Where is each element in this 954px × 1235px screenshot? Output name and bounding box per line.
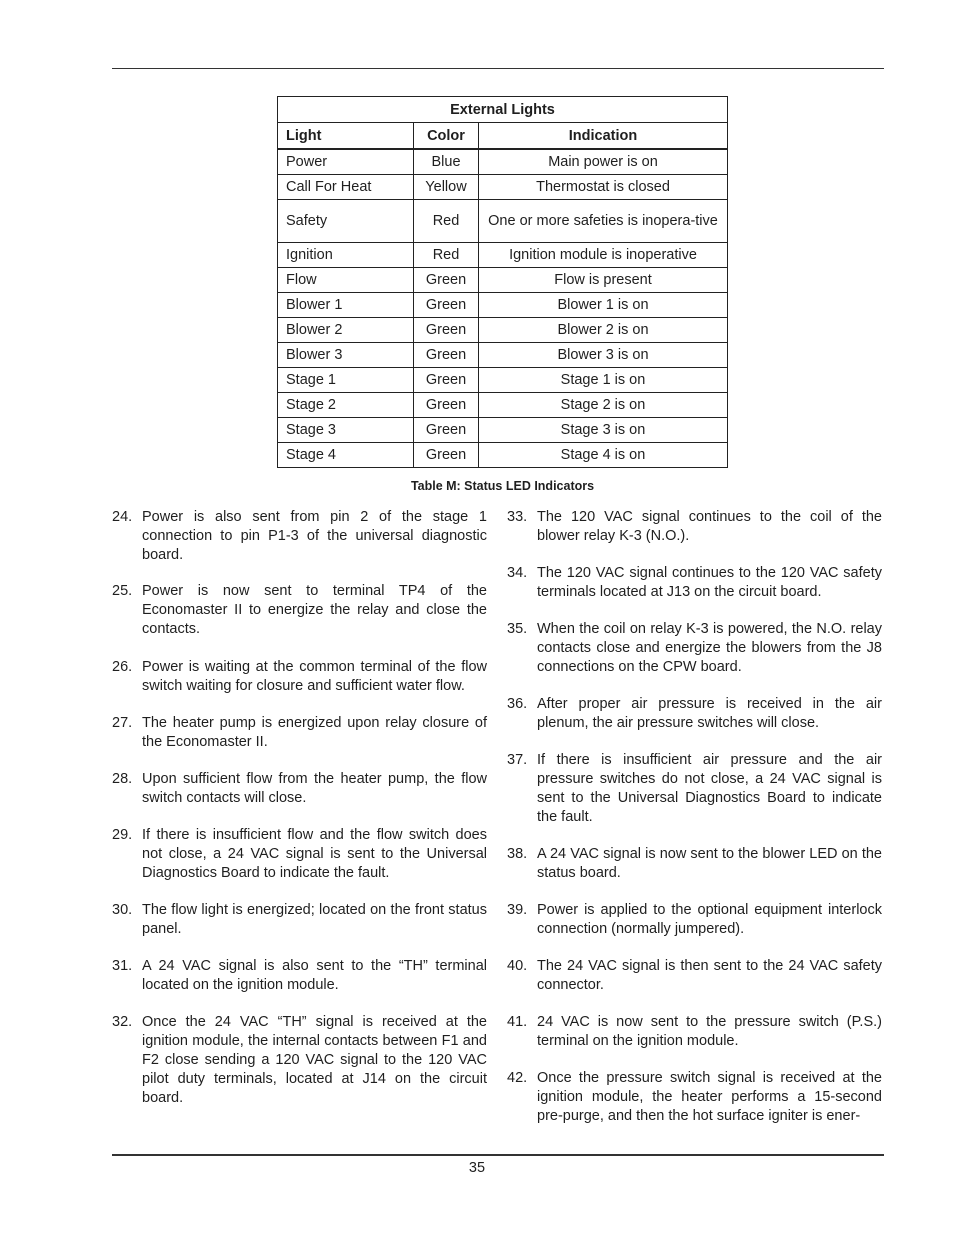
cell-indication: Stage 3 is on <box>479 418 728 443</box>
cell-light: Stage 1 <box>278 368 414 393</box>
cell-indication: Stage 2 is on <box>479 393 728 418</box>
item-number: 25. <box>112 583 133 599</box>
item-text: Once the 24 VAC “TH” signal is received at the ignition module, the internal contacts between F1 and F2 close sending a 120 VAC signal to the 120 VAC pilot duty terminals, located at J14 on the circuit board. <box>142 1014 487 1106</box>
list-item <box>507 508 882 546</box>
list-item <box>507 564 882 602</box>
cell-color: Green <box>414 393 479 418</box>
list-item <box>507 751 882 827</box>
cell-color: Red <box>414 200 479 243</box>
list-item <box>112 1013 487 1108</box>
table-row <box>278 175 728 200</box>
footer-rule <box>112 1154 884 1156</box>
table-row <box>278 343 728 368</box>
table-caption: Table M: Status LED Indicators <box>410 479 595 493</box>
item-number: 26. <box>112 659 133 675</box>
list-item <box>112 770 487 808</box>
left-column <box>112 508 487 1108</box>
item-text: A 24 VAC signal is also sent to the “TH” terminal located on the ignition module. <box>142 958 487 993</box>
table-row <box>278 200 728 243</box>
cell-indication: Blower 2 is on <box>479 318 728 343</box>
cell-indication: Blower 3 is on <box>479 343 728 368</box>
list-item <box>507 845 882 883</box>
list-item <box>507 620 882 677</box>
header-light: Light <box>278 123 414 150</box>
cell-indication: Thermostat is closed <box>479 175 728 200</box>
table-row <box>278 268 728 293</box>
table-row <box>278 418 728 443</box>
table-row <box>278 149 728 175</box>
list-item <box>112 901 487 939</box>
table-title: External Lights <box>278 97 728 123</box>
list-item <box>507 1069 882 1126</box>
cell-light: Flow <box>278 268 414 293</box>
item-text: Power is waiting at the common terminal of the flow switch waiting for closure and sufficient water flow. <box>142 659 487 694</box>
list-item <box>112 582 487 639</box>
item-number: 37. <box>507 752 528 768</box>
cell-indication: Blower 1 is on <box>479 293 728 318</box>
cell-color: Blue <box>414 149 479 175</box>
item-number: 35. <box>507 621 528 637</box>
list-item <box>112 508 487 565</box>
list-item <box>112 714 487 752</box>
list-item <box>112 826 487 883</box>
list-item <box>112 658 487 696</box>
cell-light: Stage 3 <box>278 418 414 443</box>
cell-color: Green <box>414 368 479 393</box>
item-text: After proper air pressure is received in the air plenum, the air pressure switches will close. <box>537 696 882 731</box>
table-row <box>278 293 728 318</box>
item-number: 34. <box>507 565 528 581</box>
item-text: The flow light is energized; located on the front status panel. <box>142 902 487 937</box>
cell-color: Red <box>414 243 479 268</box>
cell-indication: Flow is present <box>479 268 728 293</box>
cell-indication: Stage 4 is on <box>479 443 728 468</box>
item-text: Power is also sent from pin 2 of the stage 1 connection to pin P1-3 of the universal diagnostic board. <box>142 509 487 563</box>
cell-color: Green <box>414 318 479 343</box>
item-number: 41. <box>507 1014 528 1030</box>
cell-indication: One or more safeties is inopera-tive <box>479 200 728 243</box>
cell-light: Ignition <box>278 243 414 268</box>
item-number: 39. <box>507 902 528 918</box>
cell-light: Call For Heat <box>278 175 414 200</box>
list-item <box>112 957 487 995</box>
cell-light: Blower 3 <box>278 343 414 368</box>
item-number: 30. <box>112 902 133 918</box>
item-number: 38. <box>507 846 528 862</box>
item-text: Power is now sent to terminal TP4 of the Economaster II to energize the relay and close the contacts. <box>142 583 487 637</box>
list-item <box>507 957 882 995</box>
item-number: 27. <box>112 715 133 731</box>
item-text: If there is insufficient flow and the flow switch does not close, a 24 VAC signal is sent to the Universal Diagnostics Board to indicate the fault. <box>142 827 487 881</box>
external-lights-table <box>277 96 728 468</box>
item-text: The 24 VAC signal is then sent to the 24 VAC safety connector. <box>537 958 882 993</box>
item-text: If there is insufficient air pressure and the air pressure switches do not close, a 24 VAC signal is sent to the Universal Diagnostics Board to indicate the fault. <box>537 752 882 825</box>
item-number: 40. <box>507 958 528 974</box>
item-text: A 24 VAC signal is now sent to the blower LED on the status board. <box>537 846 882 881</box>
cell-color: Green <box>414 268 479 293</box>
item-text: Upon sufficient flow from the heater pump, the flow switch contacts will close. <box>142 771 487 806</box>
table-row <box>278 443 728 468</box>
header-indication: Indication <box>479 123 728 150</box>
cell-indication: Main power is on <box>479 149 728 175</box>
table-row <box>278 243 728 268</box>
item-text: The heater pump is energized upon relay closure of the Economaster II. <box>142 715 487 750</box>
header-color: Color <box>414 123 479 150</box>
header-rule <box>112 68 884 69</box>
right-column <box>507 508 882 1126</box>
item-number: 42. <box>507 1070 528 1086</box>
cell-light: Blower 2 <box>278 318 414 343</box>
item-text: Power is applied to the optional equipment interlock connection (normally jumpered). <box>537 902 882 937</box>
item-text: The 120 VAC signal continues to the coil of the blower relay K-3 (N.O.). <box>537 509 882 544</box>
cell-indication: Stage 1 is on <box>479 368 728 393</box>
cell-light: Blower 1 <box>278 293 414 318</box>
item-text: Once the pressure switch signal is received at the ignition module, the heater performs a 15-second pre-purge, and then the hot surface igniter is ener- <box>537 1070 882 1124</box>
list-item <box>507 1013 882 1051</box>
item-number: 24. <box>112 509 133 525</box>
cell-indication: Ignition module is inoperative <box>479 243 728 268</box>
item-number: 31. <box>112 958 133 974</box>
item-text: 24 VAC is now sent to the pressure switch (P.S.) terminal on the ignition module. <box>537 1014 882 1049</box>
cell-color: Green <box>414 443 479 468</box>
table-row <box>278 393 728 418</box>
cell-color: Green <box>414 293 479 318</box>
cell-light: Power <box>278 149 414 175</box>
item-text: The 120 VAC signal continues to the 120 VAC safety terminals located at J13 on the circuit board. <box>537 565 882 600</box>
cell-light: Stage 2 <box>278 393 414 418</box>
table-row <box>278 368 728 393</box>
item-number: 32. <box>112 1014 133 1030</box>
item-number: 29. <box>112 827 133 843</box>
item-number: 36. <box>507 696 528 712</box>
list-item <box>507 901 882 939</box>
item-number: 33. <box>507 509 528 525</box>
cell-color: Green <box>414 418 479 443</box>
cell-light: Safety <box>278 200 414 243</box>
list-item <box>507 695 882 733</box>
item-text: When the coil on relay K-3 is powered, the N.O. relay contacts close and energize the blowers from the J8 connections on the CPW board. <box>537 621 882 675</box>
page-number: 35 <box>468 1160 486 1176</box>
table-row <box>278 318 728 343</box>
cell-light: Stage 4 <box>278 443 414 468</box>
item-number: 28. <box>112 771 133 787</box>
cell-color: Yellow <box>414 175 479 200</box>
cell-color: Green <box>414 343 479 368</box>
